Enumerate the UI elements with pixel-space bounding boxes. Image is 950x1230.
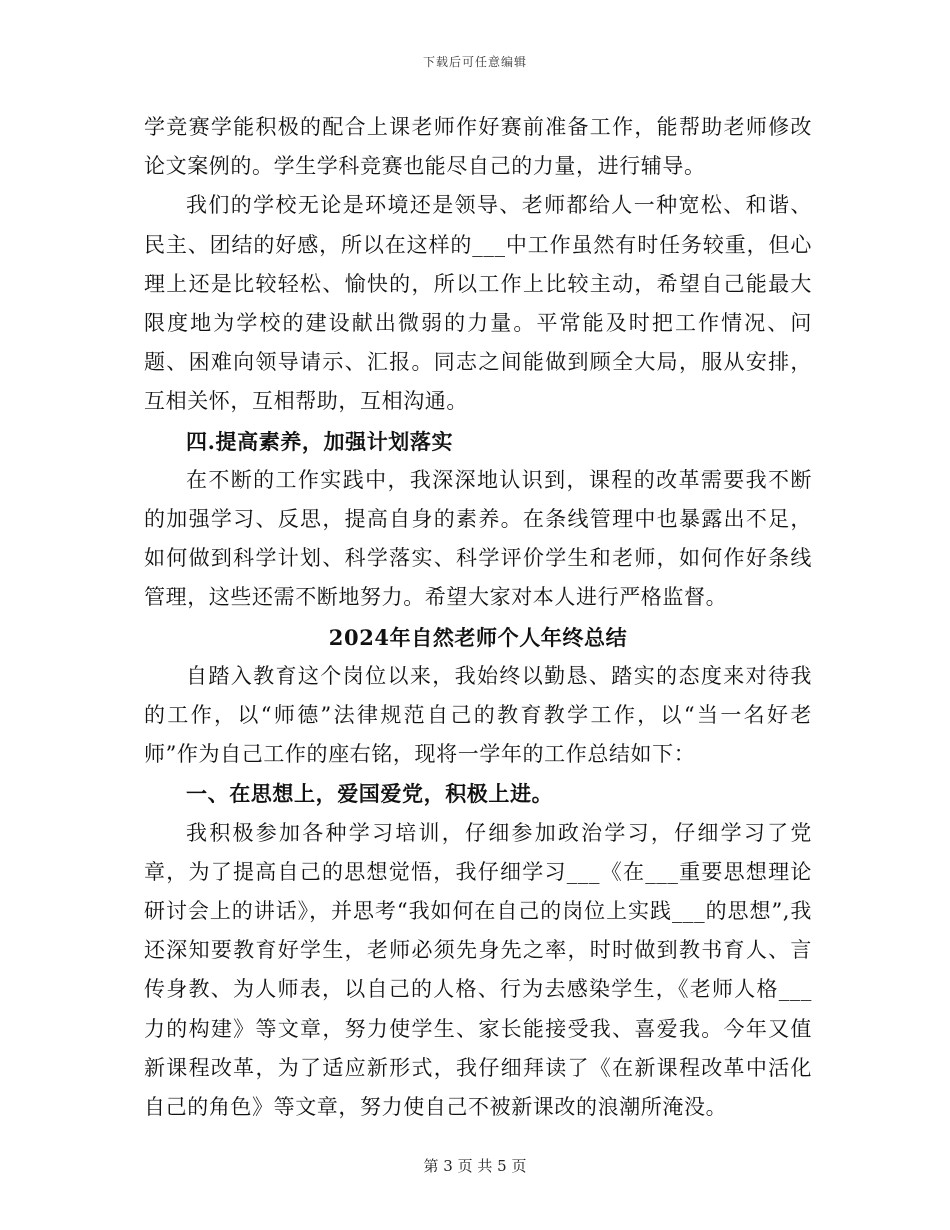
- paragraph-work-practice: 在不断的工作实践中，我深深地认识到，课程的改革需要我不断的加强学习、反思，提高自身的素养。在条线管理中也暴露出不足，如何做到科学计划、科学落实、科学评价学生和老师，如何作好条线管理，这些还需不断地努力。希望大家对本人进行严格监督。: [144, 467, 812, 610]
- document-body: [144, 108, 812, 1127]
- page-header: 下载后可任意编辑: [422, 55, 527, 69]
- paragraph-introduction: 自踏入教育这个岗位以来，我始终以勤恳、踏实的态度来对待我的工作，以“师德”法律规范自己的教育教学工作，以“当一名好老师”作为自己工作的座右铭，现将一学年的工作总结如下：: [144, 663, 812, 767]
- paragraph-continuation: 学竞赛学能积极的配合上课老师作好赛前准备工作，能帮助老师修改论文案例的。学生学科竞赛也能尽自己的力量，进行辅导。: [144, 115, 812, 179]
- section-heading-improve-quality: 四.提高素养，加强计划落实: [186, 428, 454, 454]
- page-footer: 第 3 页 共 5 页: [423, 1157, 527, 1175]
- paragraph-school-environment: 我们的学校无论是环境还是领导、老师都给人一种宽松、和谐、民主、团结的好感，所以在这样的___中工作虽然有时任务较重，但心理上还是比较轻松、愉快的，所以工作上比较主动，希望自己能最大限度地为学校的建设献出微弱的力量。平常能及时把工作情况、问题、困难向领导请示、汇报。同志之间能做到顾全大局，服从安排，互相关怀，互相帮助，互相沟通。: [144, 193, 812, 414]
- document-title: 2024年自然老师个人年终总结: [328, 624, 628, 650]
- paragraph-study-training: 我积极参加各种学习培训，仔细参加政治学习，仔细学习了党章，为了提高自己的思想觉悟，我仔细学习___《在___重要思想理论研讨会上的讲话》，并思考“我如何在自己的岗位上实践___的思想”,我还深知要教育好学生，老师必须先身先之率，时时做到教书育人、言传身教、为人师表，以自己的人格、行为去感染学生，《老师人格___力的构建》等文章，努力使学生、家长能接受我、喜爱我。今年又值新课程改革，为了适应新形式，我仔细拜读了《在新课程改革中活化自己的角色》等文章，努力使自己不被新课改的浪潮所淹没。: [144, 820, 812, 1120]
- section-heading-ideology: 一、在思想上，爱国爱党，积极上进。: [186, 781, 554, 807]
